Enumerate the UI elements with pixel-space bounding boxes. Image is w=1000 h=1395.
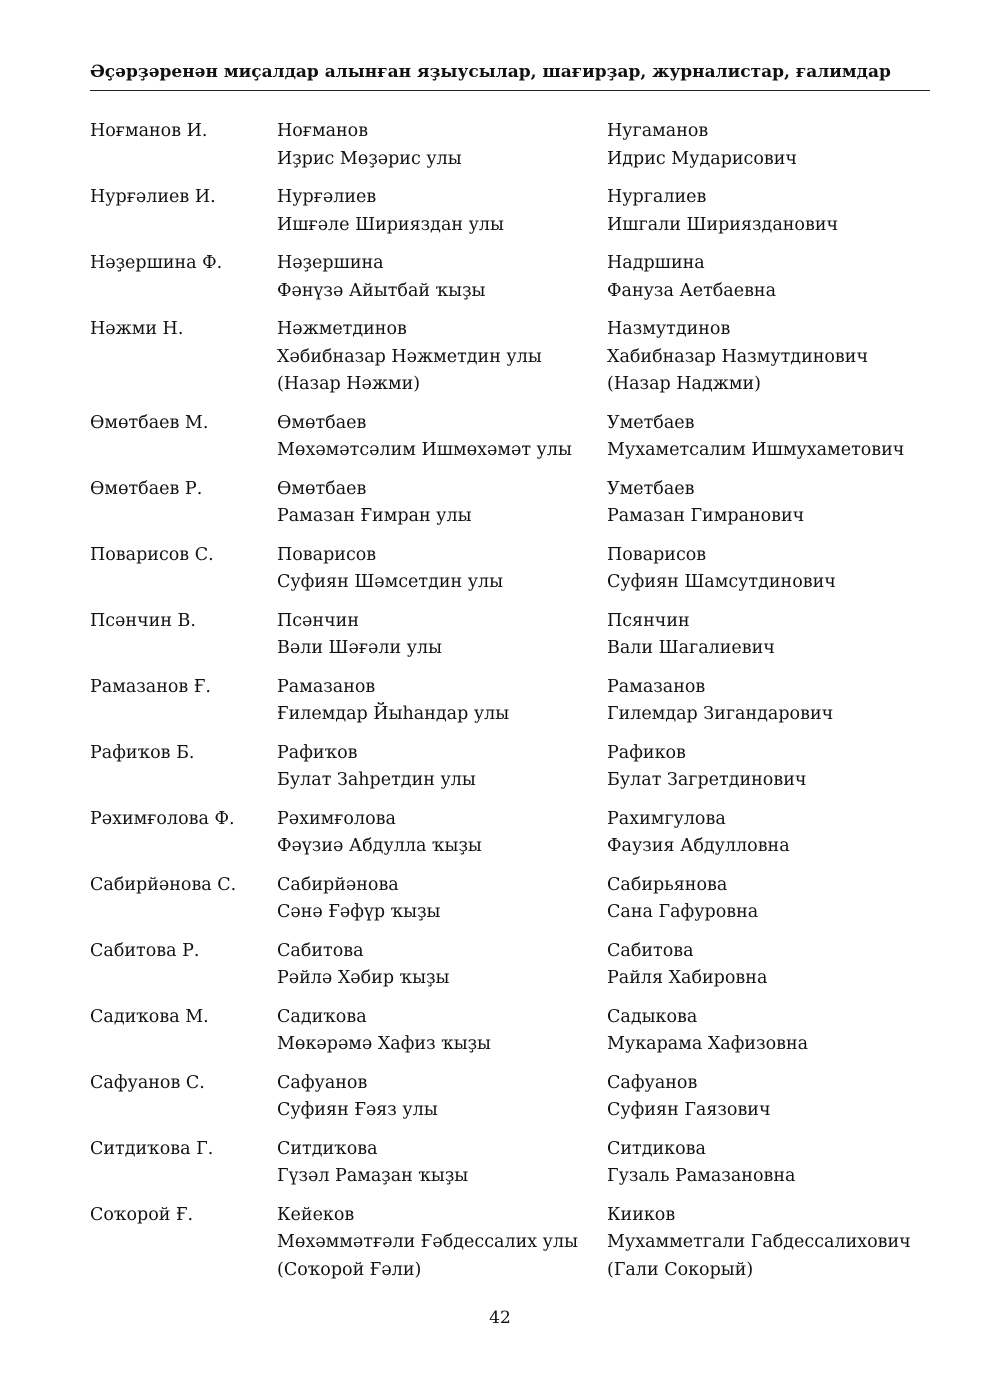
name-entry [90, 1004, 950, 1059]
bashkir-name-line: Мөхәммәтғәли Ғәбдессалих улы [277, 1232, 579, 1252]
bashkir-name-line: Рафиҡов [277, 742, 358, 763]
russian-name-line: Мукарама Хафизовна [607, 1034, 809, 1054]
short-name-text: Өмөтбаев М. [90, 412, 209, 433]
name-entry [90, 608, 950, 663]
russian-full-name [607, 806, 947, 861]
russian-name-line: Рафиков [607, 742, 686, 763]
russian-full-name [607, 1136, 947, 1191]
name-entry [90, 542, 950, 597]
name-entry [90, 806, 950, 861]
bashkir-name-line: Фәнүзә Айытбай ҡыҙы [277, 280, 486, 301]
russian-name-line: Гилемдар Зигандарович [607, 704, 834, 724]
russian-full-name [607, 674, 947, 729]
short-name [90, 410, 277, 465]
name-entry [90, 740, 950, 795]
russian-name-line: (Назар Наджми) [607, 374, 761, 394]
russian-name-line: Суфиян Шамсутдинович [607, 572, 836, 592]
short-name-text: Сабитова Р. [90, 940, 200, 961]
name-entry [90, 1136, 950, 1191]
bashkir-full-name [277, 1202, 607, 1285]
bashkir-full-name [277, 938, 607, 993]
bashkir-name-line: Рәхимғолова [277, 808, 396, 829]
russian-name-line: Фаузия Абдулловна [607, 836, 790, 856]
bashkir-name-line: Нәҙершина [277, 253, 384, 273]
bashkir-full-name [277, 674, 607, 729]
russian-name-line: Ситдикова [607, 1138, 706, 1159]
bashkir-name-line: (Назар Нәжми) [277, 374, 421, 394]
name-entry [90, 410, 950, 465]
name-list [90, 118, 950, 1295]
russian-name-line: Поварисов [607, 544, 707, 565]
bashkir-name-line: Сафуанов [277, 1072, 368, 1093]
short-name [90, 740, 277, 795]
russian-full-name [607, 872, 947, 927]
short-name-text: Поварисов С. [90, 544, 214, 565]
bashkir-full-name [277, 184, 607, 239]
bashkir-full-name [277, 410, 607, 465]
bashkir-name-line: Өмөтбаев [277, 478, 367, 499]
bashkir-name-line: Рамазан Ғимран улы [277, 506, 472, 526]
short-name [90, 608, 277, 663]
short-name-text: Сафуанов С. [90, 1072, 205, 1093]
russian-name-line: Нургалиев [607, 187, 707, 207]
name-entry [90, 938, 950, 993]
bashkir-name-line: Псәнчин [277, 610, 359, 631]
bashkir-name-line: Мөкәрәмә Хафиз ҡыҙы [277, 1034, 491, 1054]
bashkir-name-line: Хәбибназар Нәжметдин улы [277, 346, 542, 367]
bashkir-full-name [277, 118, 607, 173]
bashkir-full-name [277, 740, 607, 795]
russian-name-line: Гузаль Рамазановна [607, 1166, 796, 1186]
name-entry [90, 872, 950, 927]
short-name [90, 1070, 277, 1125]
russian-name-line: Садыкова [607, 1006, 698, 1027]
bashkir-name-line: Ноғманов [277, 121, 369, 141]
short-name-text: Сабирйәнова С. [90, 874, 237, 895]
russian-name-line: Вали Шагалиевич [607, 638, 775, 658]
bashkir-name-line: Ғилемдар Йыһандар улы [277, 704, 510, 724]
russian-name-line: Кииков [607, 1204, 676, 1225]
name-entry [90, 674, 950, 729]
name-entry [90, 1070, 950, 1125]
russian-name-line: Рахимгулова [607, 808, 726, 829]
russian-full-name [607, 1202, 947, 1285]
russian-name-line: Надршина [607, 253, 705, 273]
bashkir-name-line: Рамазанов [277, 676, 376, 697]
name-entry [90, 184, 950, 239]
bashkir-name-line: Сабирйәнова [277, 874, 399, 895]
bashkir-full-name [277, 250, 607, 305]
russian-full-name [607, 476, 947, 531]
russian-name-line: Фануза Аетбаевна [607, 280, 777, 301]
short-name-text: Өмөтбаев Р. [90, 478, 203, 499]
short-name-text: Ситдиҡова Г. [90, 1138, 214, 1159]
short-name [90, 938, 277, 993]
russian-name-line: Сабирьянова [607, 874, 728, 895]
bashkir-name-line: Өмөтбаев [277, 412, 367, 433]
short-name [90, 250, 277, 305]
russian-full-name [607, 1004, 947, 1059]
bashkir-name-line: Мөхәмәтсәлим Ишмөхәмәт улы [277, 440, 572, 460]
short-name [90, 316, 277, 399]
russian-full-name [607, 316, 947, 399]
name-entry [90, 250, 950, 305]
short-name-text: Соҡорой Ғ. [90, 1204, 194, 1225]
russian-name-line: Назмутдинов [607, 319, 731, 339]
russian-full-name [607, 542, 947, 597]
russian-name-line: Уметбаев [607, 478, 695, 499]
russian-name-line: Райля Хабировна [607, 968, 768, 988]
russian-name-line: Псянчин [607, 610, 690, 631]
russian-name-line: Мухаметсалим Ишмухаметович [607, 440, 905, 460]
bashkir-name-line: (Соҡорой Ғәли) [277, 1259, 422, 1280]
russian-name-line: Идрис Мударисович [607, 148, 797, 169]
bashkir-full-name [277, 608, 607, 663]
short-name-text: Рамазанов Ғ. [90, 676, 211, 697]
russian-name-line: Ишгали Шириязданович [607, 214, 839, 235]
russian-name-line: Уметбаев [607, 412, 695, 433]
russian-full-name [607, 410, 947, 465]
bashkir-name-line: Вәли Шәғәли улы [277, 638, 443, 658]
short-name [90, 118, 277, 173]
bashkir-full-name [277, 1070, 607, 1125]
bashkir-name-line: Суфиян Шәмсетдин улы [277, 572, 504, 592]
short-name-text: Рәхимғолова Ф. [90, 808, 235, 829]
name-entry [90, 316, 950, 399]
bashkir-name-line: Ситдиҡова [277, 1138, 378, 1159]
bashkir-name-line: Булат Заһретдин улы [277, 770, 476, 790]
bashkir-full-name [277, 1004, 607, 1059]
bashkir-name-line: Нурғәлиев [277, 187, 377, 207]
short-name [90, 1004, 277, 1059]
bashkir-name-line: Рәйлә Хәбир ҡыҙы [277, 968, 450, 988]
short-name [90, 184, 277, 239]
russian-name-line: Мухамметгали Габдессалихович [607, 1232, 911, 1252]
russian-name-line: Хабибназар Назмутдинович [607, 346, 869, 367]
short-name [90, 872, 277, 927]
russian-name-line: Сабитова [607, 940, 694, 961]
bashkir-name-line: Кейеков [277, 1204, 355, 1225]
short-name-text: Нәжми Н. [90, 319, 184, 339]
bashkir-full-name [277, 872, 607, 927]
russian-name-line: Сана Гафуровна [607, 902, 759, 922]
russian-full-name [607, 250, 947, 305]
page-number: 42 [489, 1308, 511, 1328]
name-entry [90, 476, 950, 531]
russian-full-name [607, 938, 947, 993]
russian-full-name [607, 740, 947, 795]
bashkir-name-line: Сәнә Ғәфүр ҡыҙы [277, 902, 441, 922]
russian-full-name [607, 608, 947, 663]
bashkir-full-name [277, 542, 607, 597]
short-name [90, 476, 277, 531]
short-name [90, 1202, 277, 1285]
bashkir-full-name [277, 1136, 607, 1191]
bashkir-name-line: Садиҡова [277, 1006, 367, 1027]
short-name-text: Рафиҡов Б. [90, 742, 195, 763]
bashkir-name-line: Поварисов [277, 544, 377, 565]
russian-name-line: Булат Загретдинович [607, 770, 807, 790]
short-name-text: Садиҡова М. [90, 1006, 209, 1027]
bashkir-name-line: Суфиян Ғәяз улы [277, 1100, 438, 1120]
bashkir-name-line: Гүзәл Рамаҙан ҡыҙы [277, 1166, 469, 1186]
short-name-text: Псәнчин В. [90, 610, 196, 631]
short-name [90, 542, 277, 597]
russian-name-line: Рамазанов [607, 676, 706, 697]
bashkir-name-line: Ишғәле Ширияздан улы [277, 214, 504, 235]
bashkir-name-line: Нәжметдинов [277, 319, 407, 339]
russian-full-name [607, 184, 947, 239]
bashkir-name-line: Иҙрис Мөҙәрис улы [277, 148, 462, 169]
bashkir-full-name [277, 476, 607, 531]
bashkir-name-line: Фәүзиә Абдулла ҡыҙы [277, 836, 482, 856]
short-name-text: Нәҙершина Ф. [90, 253, 223, 273]
short-name [90, 674, 277, 729]
bashkir-name-line: Сабитова [277, 940, 364, 961]
bashkir-full-name [277, 806, 607, 861]
name-entry [90, 1202, 950, 1285]
russian-full-name [607, 118, 947, 173]
russian-name-line: (Гали Сокорый) [607, 1259, 754, 1280]
russian-name-line: Рамазан Гимранович [607, 506, 805, 526]
short-name [90, 1136, 277, 1191]
russian-name-line: Нугаманов [607, 121, 709, 141]
russian-full-name [607, 1070, 947, 1125]
russian-name-line: Сафуанов [607, 1072, 698, 1093]
short-name [90, 806, 277, 861]
short-name-text: Нурғәлиев И. [90, 187, 216, 207]
bashkir-full-name [277, 316, 607, 399]
short-name-text: Ноғманов И. [90, 121, 208, 141]
name-entry [90, 118, 950, 173]
russian-name-line: Суфиян Гаязович [607, 1100, 771, 1120]
page-header-title: Әҫәрҙәренән миҫалдар алынған яҙыусылар, шағирҙар, журналистар, ғалимдар [90, 60, 930, 91]
